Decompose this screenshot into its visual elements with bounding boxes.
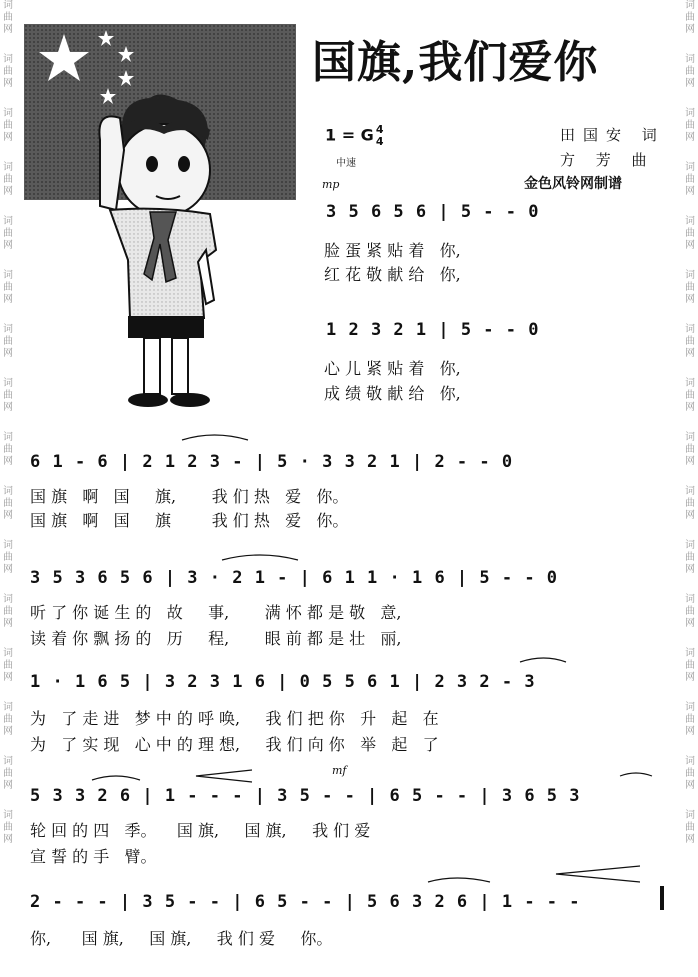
lyric-line-2a: 心 儿 紧 贴 着 你, xyxy=(324,359,461,378)
composer-credit: 方 芳 曲 xyxy=(560,151,655,169)
lyricist-credit: 田国安 词 xyxy=(560,126,665,144)
tie-6 xyxy=(428,878,490,882)
lyric-line-5b: 为 了 实 现 心 中 的 理 想, 我 们 向 你 举 起 了 xyxy=(30,735,439,754)
dynamic-mp: mp xyxy=(322,178,340,191)
lyric-line-3b: 国 旗 啊 国 旗 我 们 热 爱 你。 xyxy=(30,511,349,530)
tempo-marking: 中速 xyxy=(336,158,356,169)
notation-line-4: 3 5 3 6 5 6 | 3 · 2 1 - | 6 1 1 · 1 6 | 5 - - 0 xyxy=(30,568,559,588)
lyric-line-6b: 宣 誓 的 手 臂。 xyxy=(30,847,157,866)
dynamic-mf: mf xyxy=(332,764,347,777)
crescendo-hairpin-2 xyxy=(556,866,640,882)
notation-line-3: 6 1 - 6 | 2 1 2 3 - | 5 · 3 3 2 1 | 2 - - 0 xyxy=(30,452,514,472)
tie-3 xyxy=(520,658,566,662)
lyric-line-2b: 成 绩 敬 献 给 你, xyxy=(324,384,461,403)
lyric-line-1a: 脸 蛋 紧 贴 着 你, xyxy=(324,241,461,260)
final-barline xyxy=(660,886,664,910)
tie-1 xyxy=(182,435,248,440)
watermark-right: 词 曲 网 词 曲 网 词 曲 网 词 曲 网 词 曲 网 词 曲 网 词 曲 网 词 曲 网 词 曲 网 词 曲 网 词 曲 网 词 曲 网 词 曲 网 词 曲 网 词 曲 网 词 曲 网 xyxy=(685,0,695,845)
lyric-line-4b: 读 着 你 飘 扬 的 历 程, 眼 前 都 是 壮 丽, xyxy=(30,629,402,648)
score-maker-credit: 金色风铃网制谱 xyxy=(524,176,622,192)
key-signature: 1 = G 4 4 xyxy=(325,123,384,148)
lyric-line-5a: 为 了 走 进 梦 中 的 呼 唤, 我 们 把 你 升 起 在 xyxy=(30,709,439,728)
lyric-line-7: 你, 国 旗, 国 旗, 我 们 爱 你。 xyxy=(30,929,333,948)
notation-line-6: 5 3 3 2 6 | 1 - - - | 3 5 - - | 6 5 - - | 3 6 5 3 xyxy=(30,786,581,806)
lyric-line-6a: 轮 回 的 四 季。 国 旗, 国 旗, 我 们 爱 xyxy=(30,821,371,840)
tie-5 xyxy=(620,773,652,776)
watermark-left: 词 曲 网 词 曲 网 词 曲 网 词 曲 网 词 曲 网 词 曲 网 词 曲 网 词 曲 网 词 曲 网 词 曲 网 词 曲 网 词 曲 网 词 曲 网 词 曲 网 词 曲 网 词 曲 网 xyxy=(3,0,13,845)
tie-4 xyxy=(92,776,140,780)
notation-line-2: 1 2 3 2 1 | 5 - - 0 xyxy=(326,320,540,340)
flag xyxy=(24,24,296,200)
lyric-line-1b: 红 花 敬 献 给 你, xyxy=(324,265,461,284)
song-title: 国旗,我们爱你 xyxy=(312,37,599,88)
crescendo-hairpin-1 xyxy=(196,770,252,782)
tie-2 xyxy=(222,555,298,560)
lyric-line-4a: 听 了 你 诞 生 的 故 事, 满 怀 都 是 敬 意, xyxy=(30,603,402,622)
lyric-line-3a: 国 旗 啊 国 旗, 我 们 热 爱 你。 xyxy=(30,487,349,506)
notation-line-1: 3 5 6 5 6 | 5 - - 0 xyxy=(326,202,540,222)
flag-stars xyxy=(39,30,134,104)
notation-line-5: 1 · 1 6 5 | 3 2 3 1 6 | 0 5 5 6 1 | 2 3 2 - 3 xyxy=(30,672,536,692)
notation-line-7: 2 - - - | 3 5 - - | 6 5 - - | 5 6 3 2 6 | 1 - - - xyxy=(30,892,581,912)
